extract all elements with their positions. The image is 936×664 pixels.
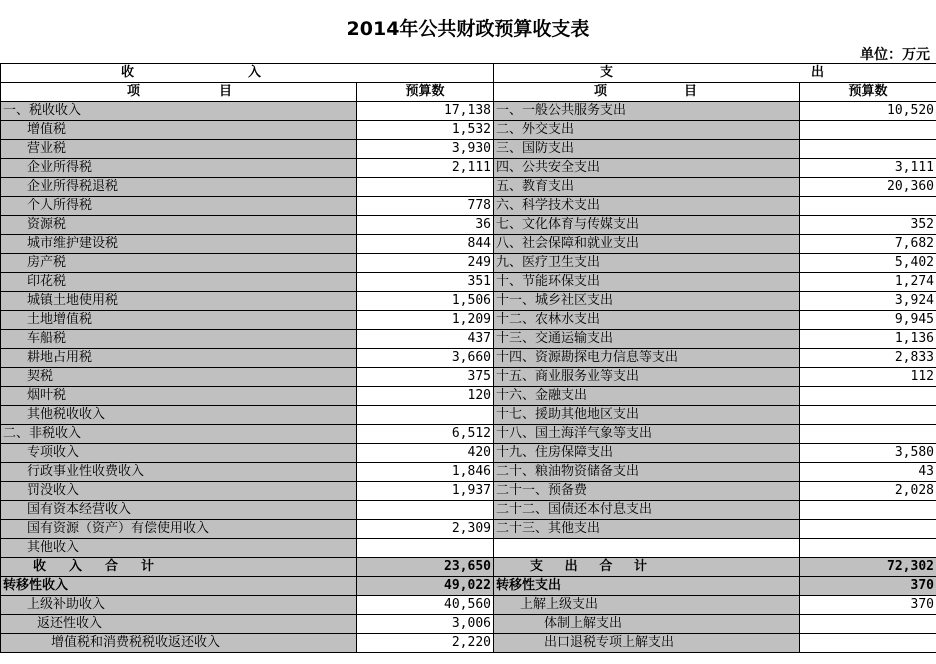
expense-header [494, 64, 936, 83]
income-value: 120 [357, 387, 494, 406]
exp-label-char: 支 [530, 559, 544, 574]
expense-value: 10,520 [800, 102, 936, 121]
expense-value [800, 406, 936, 425]
table-row [1, 311, 936, 330]
transfer-income-value: 3,006 [357, 615, 494, 634]
income-item: 房产税 [1, 254, 357, 273]
expense-item: 十五、商业服务业等支出 [494, 368, 800, 387]
income-value [357, 539, 494, 558]
expense-item [494, 539, 800, 558]
income-header-char2: 入 [247, 65, 261, 80]
inc-label-char: 收 [33, 559, 47, 574]
income-item: 二、非税收入 [1, 425, 357, 444]
transfer-row [1, 615, 936, 634]
expense-value: 2,028 [800, 482, 936, 501]
table-row [1, 444, 936, 463]
expense-item: 三、国防支出 [494, 140, 800, 159]
expense-item: 十三、交通运输支出 [494, 330, 800, 349]
expense-item: 十四、资源勘探电力信息等支出 [494, 349, 800, 368]
inc-label-char: 合 [104, 559, 118, 574]
income-value [357, 501, 494, 520]
income-item: 企业所得税 [1, 159, 357, 178]
expense-item: 十、节能环保支出 [494, 273, 800, 292]
income-item: 增值税 [1, 121, 357, 140]
expense-value [800, 539, 936, 558]
expense-value [800, 121, 936, 140]
income-value: 1,209 [357, 311, 494, 330]
expense-item: 二、外交支出 [494, 121, 800, 140]
expense-total-label [494, 558, 800, 577]
transfer-expense-item: 体制上解支出 [494, 615, 800, 634]
table-row [1, 368, 936, 387]
table-row [1, 330, 936, 349]
expense-item: 一、一般公共服务支出 [494, 102, 800, 121]
expense-item: 二十二、国债还本付息支出 [494, 501, 800, 520]
income-value: 6,512 [357, 425, 494, 444]
expense-value: 9,945 [800, 311, 936, 330]
expense-item: 九、医疗卫生支出 [494, 254, 800, 273]
table-row [1, 178, 936, 197]
totals-row [1, 558, 936, 577]
expense-value [800, 520, 936, 539]
table-row [1, 387, 936, 406]
item2-header-char1: 项 [594, 84, 608, 99]
expense-value: 7,682 [800, 235, 936, 254]
expense-item: 十八、国土海洋气象等支出 [494, 425, 800, 444]
expense-header-char2: 出 [810, 65, 824, 80]
expense-item: 四、公共安全支出 [494, 159, 800, 178]
expense-value [800, 501, 936, 520]
income-value: 3,660 [357, 349, 494, 368]
expense-item: 八、社会保障和就业支出 [494, 235, 800, 254]
expense-item-header [494, 83, 800, 102]
transfer-expense-item: 出口退税专项上解支出 [494, 634, 800, 653]
expense-value: 3,924 [800, 292, 936, 311]
table-row [1, 235, 936, 254]
transfer-income-item: 返还性收入 [1, 615, 357, 634]
income-value: 249 [357, 254, 494, 273]
income-item: 契税 [1, 368, 357, 387]
income-value: 420 [357, 444, 494, 463]
expense-value [800, 387, 936, 406]
income-item: 城市维护建设税 [1, 235, 357, 254]
expense-budget-header: 预算数 [800, 83, 936, 102]
transfer-expense-item: 转移性支出 [494, 577, 800, 596]
expense-value: 1,274 [800, 273, 936, 292]
income-item: 行政事业性收费收入 [1, 463, 357, 482]
table-row [1, 501, 936, 520]
income-item: 国有资本经营收入 [1, 501, 357, 520]
expense-item: 二十一、预备费 [494, 482, 800, 501]
expense-item: 六、科学技术支出 [494, 197, 800, 216]
transfer-expense-value [800, 615, 936, 634]
income-item-header [1, 83, 357, 102]
transfer-income-item: 增值税和消费税税收返还收入 [1, 634, 357, 653]
income-item: 一、税收收入 [1, 102, 357, 121]
income-item: 印花税 [1, 273, 357, 292]
income-value: 437 [357, 330, 494, 349]
income-value: 2,309 [357, 520, 494, 539]
table-row [1, 349, 936, 368]
transfer-expense-value: 370 [800, 596, 936, 615]
header-row-1 [1, 64, 936, 83]
header-row-2 [1, 83, 936, 102]
income-item: 耕地占用税 [1, 349, 357, 368]
income-value: 1,846 [357, 463, 494, 482]
expense-item: 二十、粮油物资储备支出 [494, 463, 800, 482]
income-item: 烟叶税 [1, 387, 357, 406]
table-row [1, 425, 936, 444]
table-row [1, 216, 936, 235]
table-row [1, 539, 936, 558]
income-value [357, 406, 494, 425]
expense-value: 1,136 [800, 330, 936, 349]
transfer-expense-value: 370 [800, 577, 936, 596]
transfer-income-item: 上级补助收入 [1, 596, 357, 615]
expense-item: 五、教育支出 [494, 178, 800, 197]
expense-item: 二十三、其他支出 [494, 520, 800, 539]
budget-table [0, 63, 936, 653]
expense-value: 352 [800, 216, 936, 235]
table-row [1, 159, 936, 178]
expense-item: 十六、金融支出 [494, 387, 800, 406]
table-row [1, 292, 936, 311]
expense-value: 112 [800, 368, 936, 387]
expense-total-value: 72,302 [800, 558, 936, 577]
expense-value: 3,580 [800, 444, 936, 463]
expense-item: 十九、住房保障支出 [494, 444, 800, 463]
item-header-char2: 目 [218, 84, 232, 99]
transfer-income-value: 40,560 [357, 596, 494, 615]
expense-value [800, 140, 936, 159]
expense-value: 20,360 [800, 178, 936, 197]
income-item: 罚没收入 [1, 482, 357, 501]
income-value: 778 [357, 197, 494, 216]
table-row [1, 406, 936, 425]
table-row [1, 121, 936, 140]
income-value: 3,930 [357, 140, 494, 159]
income-value: 351 [357, 273, 494, 292]
inc-label-char: 计 [140, 559, 154, 574]
inc-label-char: 入 [68, 559, 82, 574]
income-budget-header: 预算数 [357, 83, 494, 102]
expense-value: 2,833 [800, 349, 936, 368]
income-value: 17,138 [357, 102, 494, 121]
income-total-value: 23,650 [357, 558, 494, 577]
income-value: 844 [357, 235, 494, 254]
item-header-char1: 项 [127, 84, 141, 99]
expense-value [800, 197, 936, 216]
expense-value: 5,402 [800, 254, 936, 273]
income-item: 其他税收收入 [1, 406, 357, 425]
income-value: 375 [357, 368, 494, 387]
income-value: 1,532 [357, 121, 494, 140]
exp-label-char: 出 [564, 559, 578, 574]
table-row [1, 520, 936, 539]
table-row [1, 140, 936, 159]
transfer-income-item: 转移性收入 [1, 577, 357, 596]
expense-header-char1: 支 [600, 65, 614, 80]
income-item: 资源税 [1, 216, 357, 235]
expense-value [800, 425, 936, 444]
item2-header-char2: 目 [683, 84, 697, 99]
transfer-row [1, 577, 936, 596]
transfer-income-value: 2,220 [357, 634, 494, 653]
table-row [1, 273, 936, 292]
unit-label: 单位：万元 [860, 47, 930, 63]
table-row [1, 482, 936, 501]
income-value: 2,111 [357, 159, 494, 178]
table-row [1, 102, 936, 121]
expense-item: 十七、援助其他地区支出 [494, 406, 800, 425]
table-row [1, 254, 936, 273]
income-item: 企业所得税退税 [1, 178, 357, 197]
income-item: 城镇土地使用税 [1, 292, 357, 311]
income-header-char1: 收 [121, 65, 135, 80]
table-row [1, 197, 936, 216]
exp-label-char: 合 [599, 559, 613, 574]
income-header [1, 64, 494, 83]
page-title: 2014年公共财政预算收支表 [346, 18, 590, 40]
table-row [1, 463, 936, 482]
income-item: 国有资源（资产）有偿使用收入 [1, 520, 357, 539]
income-item: 营业税 [1, 140, 357, 159]
transfer-income-value: 49,022 [357, 577, 494, 596]
income-item: 其他收入 [1, 539, 357, 558]
income-item: 个人所得税 [1, 197, 357, 216]
transfer-row [1, 634, 936, 653]
transfer-expense-item: 上解上级支出 [494, 596, 800, 615]
income-item: 土地增值税 [1, 311, 357, 330]
income-item: 车船税 [1, 330, 357, 349]
expense-value: 3,111 [800, 159, 936, 178]
income-item: 专项收入 [1, 444, 357, 463]
income-value: 1,937 [357, 482, 494, 501]
transfer-row [1, 596, 936, 615]
income-total-label [1, 558, 357, 577]
expense-item: 七、文化体育与传媒支出 [494, 216, 800, 235]
income-value: 36 [357, 216, 494, 235]
expense-item: 十二、农林水支出 [494, 311, 800, 330]
income-value: 1,506 [357, 292, 494, 311]
transfer-expense-value [800, 634, 936, 653]
expense-value: 43 [800, 463, 936, 482]
exp-label-char: 计 [633, 559, 647, 574]
expense-item: 十一、城乡社区支出 [494, 292, 800, 311]
income-value [357, 178, 494, 197]
